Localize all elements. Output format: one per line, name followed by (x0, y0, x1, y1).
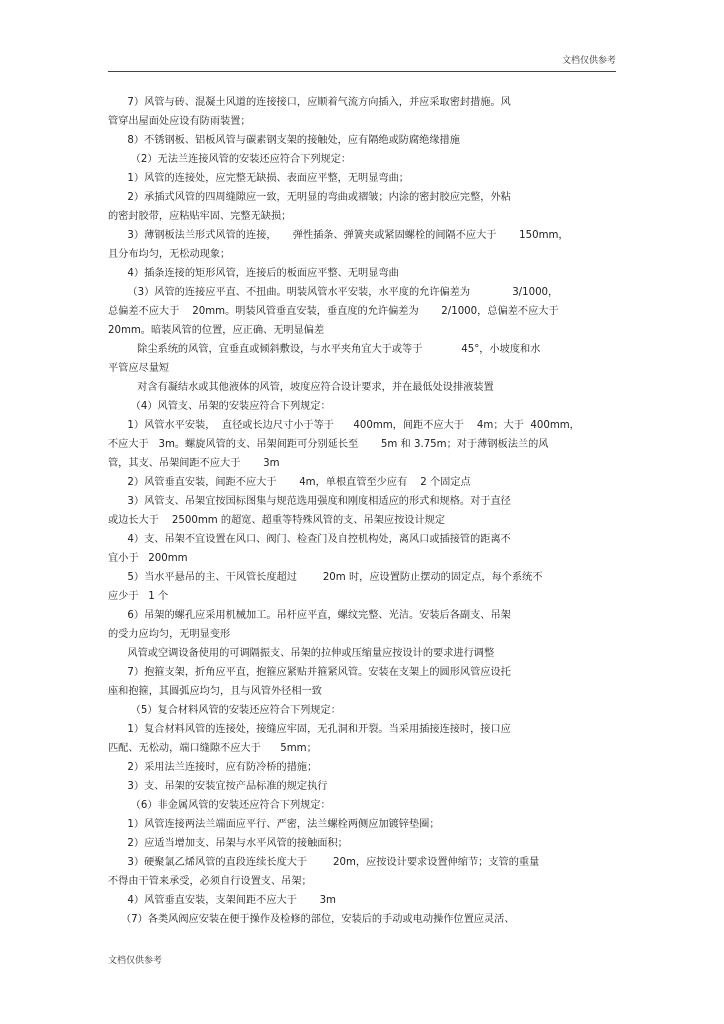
text-line: 应少于 1 个 (108, 591, 169, 602)
text-line: 3）薄钢板法兰形式风管的连接， 弹性插条、弹簧夹或紧固螺栓的间隔不应大于 150mm， (108, 230, 569, 241)
text-line: 8）不锈钢板、铝板风管与碳素钢支架的接触处，应有隔绝或防腐绝缘措施 (108, 135, 460, 146)
text-line: 7）风管与砖、混凝土风道的连接接口，应顺着气流方向插入，并应采取密封措施。风 (108, 97, 511, 108)
text-line: 1）风管的连接处，应完整无缺损、表面应平整，无明显弯曲； (108, 173, 409, 184)
text-line: （6）非金属风管的安装还应符合下列规定： (108, 800, 331, 811)
text-line: 对含有凝结水或其他液体的风管，坡度应符合设计要求，并在最低处设排液装置 (108, 382, 494, 393)
text-line: 2）采用法兰连接时，应有防冷桥的措施； (108, 762, 318, 773)
text-line: 的受力应均匀，无明显变形 (108, 629, 231, 640)
text-line: 平管应尽量短 (108, 363, 170, 374)
text-line: 2）承插式风管的四周缝隙应一致，无明显的弯曲或褶皱；内涂的密封胶应完整，外粘 (108, 192, 511, 203)
text-line: 2）风管垂直安装，间距不应大于 4m，单根直管至少应有 2 个固定点 (108, 477, 471, 488)
text-line: 4）风管垂直安装，支架间距不应大于 3m (108, 895, 336, 906)
text-line: 3）硬聚氯乙烯风管的直段连续长度大于 20m，应按设计要求设置伸缩节；支管的重量 (108, 857, 540, 868)
text-line: 4）支、吊架不宜设置在风口、阀门、检查门及自控机构处，离风口或插接管的距离不 (108, 534, 511, 545)
text-line: 1）复合材料风管的连接处，接缝应牢固，无孔洞和开裂。当采用插接连接时，接口应 (108, 724, 511, 735)
footer-text: 文档仅供参考 (108, 956, 163, 966)
header-divider (108, 71, 616, 72)
header-text: 文档仅供参考 (561, 56, 616, 66)
text-line: （7）各类风阀应安装在便于操作及检修的部位，安装后的手动或电动操作位置应灵活、 (108, 914, 515, 925)
text-line: 匹配、无松动，端口缝隙不应大于 5mm； (108, 743, 317, 754)
text-line: 不应大于 3m。螺旋风管的支、吊架间距可分别延长至 5m 和 3.75m；对于薄钢板法兰的风 (108, 439, 549, 450)
text-line: 1）风管连接两法兰端面应平行、严密，法兰螺栓两侧应加镀锌垫圈； (108, 819, 440, 830)
text-line: （2）无法兰连接风管的安装还应符合下列规定： (108, 154, 352, 165)
text-line: 3）风管支、吊架宜按国标图集与规范选用强度和刚度相适应的形式和规格。对于直径 (108, 496, 511, 507)
text-line: 7）抱箍支架，折角应平直，抱箍应紧贴并箍紧风管。安装在支架上的圆形风管应设托 (108, 667, 511, 678)
text-line: 且分布均匀，无松动现象； (108, 249, 231, 260)
text-line: 管穿出屋面处应设有防雨装置； (108, 116, 251, 127)
text-line: （4）风管支、吊架的安装应符合下列规定： (108, 401, 331, 412)
text-line: 不得由干管来承受，必须自行设置支、吊架； (108, 876, 312, 887)
text-line: 风管或空调设备使用的可调隔振支、吊架的拉伸或压缩量应按设计的要求进行调整 (108, 648, 495, 659)
text-line: 总偏差不应大于 20mm。明装风管垂直安装，垂直度的允许偏差为 2/1000，总偏差不应大于 (108, 306, 559, 317)
text-line: 3）支、吊架的安装宜按产品标准的规定执行 (108, 781, 328, 792)
text-line: 座和抱箍，其圆弧应均匀，且与风管外径相一致 (108, 686, 322, 697)
text-line: 宜小于 200mm (108, 553, 188, 564)
text-line: 5）当水平悬吊的主、干风管长度超过 20m 时，应设置防止摆动的固定点，每个系统不 (108, 572, 543, 583)
text-line: 2）应适当增加支、吊架与水平风管的接触面积； (108, 838, 348, 849)
text-line: 的密封胶带，应粘贴牢固、完整无缺损； (108, 211, 292, 222)
text-line: 20mm。暗装风管的位置，应正确、无明显偏差 (108, 325, 325, 336)
text-line: （5）复合材料风管的安装还应符合下列规定： (108, 705, 341, 716)
text-line: 1）风管水平安装， 直径或长边尺寸小于等于 400mm，间距不应大于 4m；大于 400mm， (108, 420, 580, 431)
text-line: 管，其支、吊架间距不应大于 3m (108, 458, 280, 469)
text-line: 4）插条连接的矩形风管，连接后的板面应平整、无明显弯曲 (108, 268, 399, 279)
text-line: （3）风管的连接应平直、不扭曲。明装风管水平安装，水平度的允许偏差为 3/1000， (108, 287, 559, 298)
text-line: 6）吊架的螺孔应采用机械加工。吊杆应平直，螺纹完整、光洁。安装后各副支、吊架 (108, 610, 511, 621)
text-line: 或边长大于 2500mm 的超宽、超重等特殊风管的支、吊架应按设计规定 (108, 515, 446, 526)
text-line: 除尘系统的风管，宜垂直或倾斜敷设，与水平夹角宜大于或等于 45°，小坡度和水 (108, 344, 541, 355)
